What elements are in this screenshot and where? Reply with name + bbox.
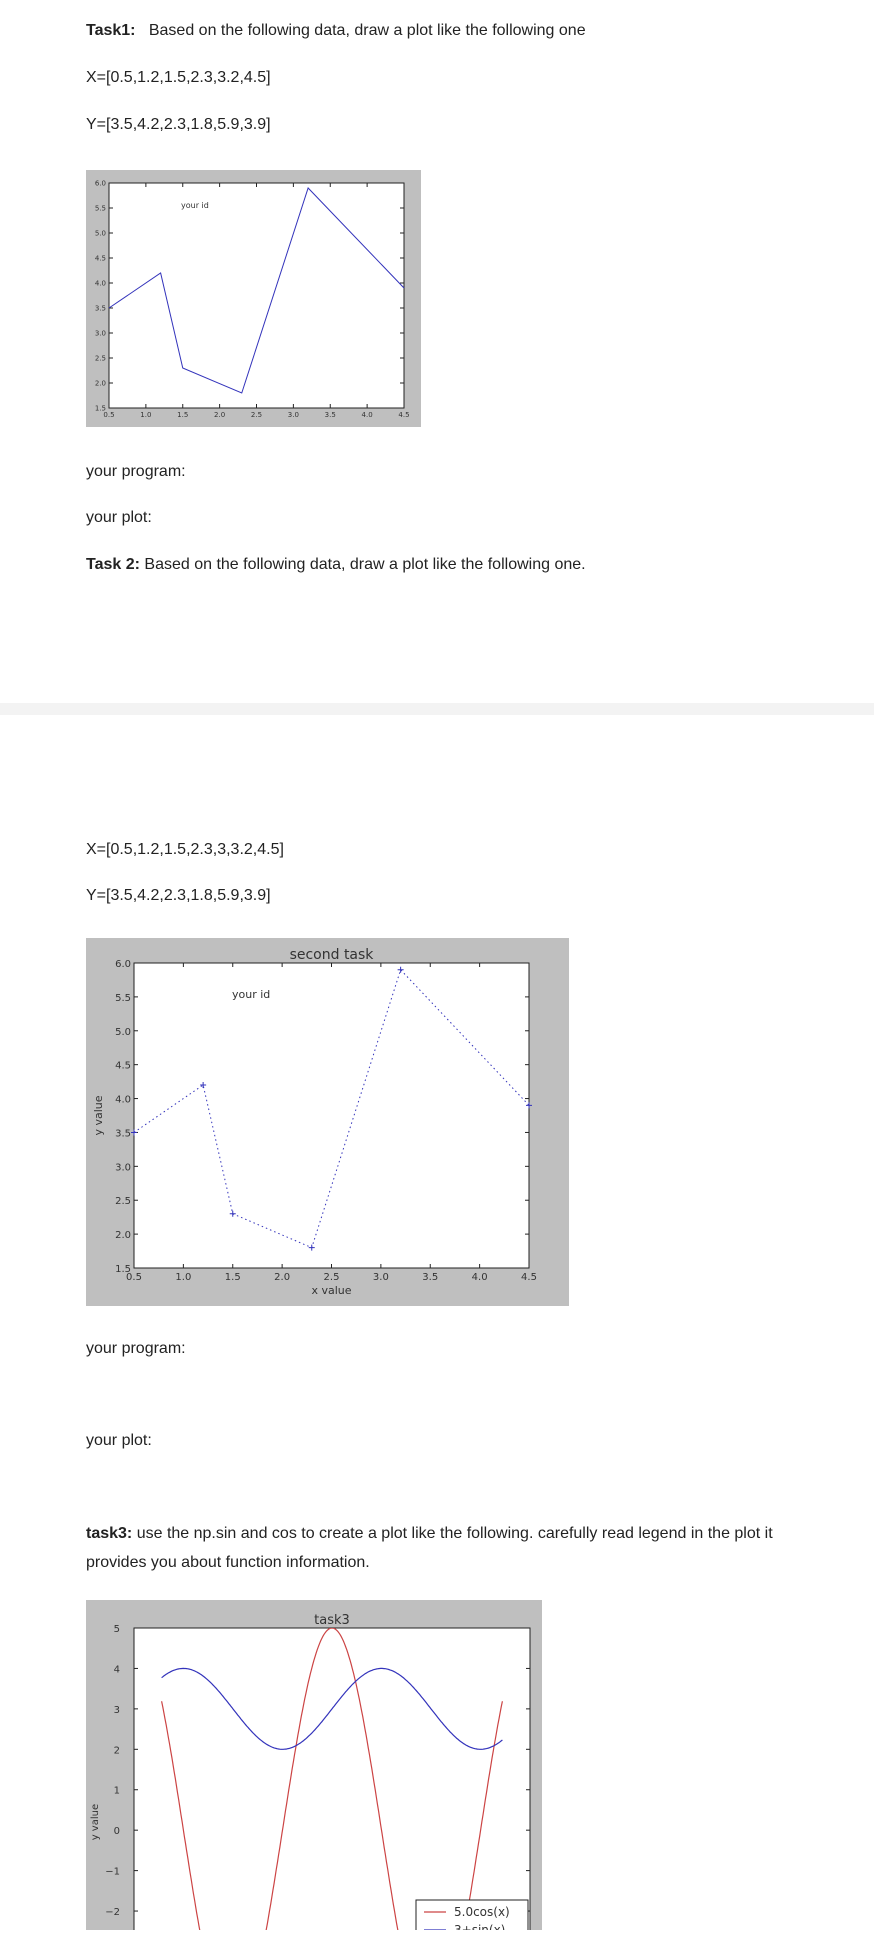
- x-tick-label: 4.0: [471, 1272, 488, 1283]
- y-tick-label: 5.5: [94, 204, 106, 213]
- x-tick-label: 3.5: [324, 411, 336, 419]
- y-axis-label: y value: [90, 1803, 101, 1841]
- task2-figure: [86, 938, 569, 1306]
- task2-heading-line: [86, 555, 586, 575]
- y-tick-label: 5.0: [115, 1026, 131, 1038]
- x-tick-label: 2.5: [250, 411, 263, 419]
- task1-heading-line: [86, 21, 586, 41]
- x-tick-label: 2.5: [323, 1272, 340, 1283]
- task2-plot-label: your plot:: [86, 1432, 152, 1449]
- task2-chart: [86, 938, 569, 1306]
- task1-program-label: your program:: [86, 463, 186, 480]
- x-tick-label: 3.0: [372, 1272, 389, 1283]
- task3-paragraph: [86, 1519, 786, 1577]
- y-tick-label: 6.0: [115, 959, 131, 970]
- task1-figure: [86, 170, 421, 427]
- task3-heading: task3:: [86, 1525, 133, 1542]
- plot-area: [109, 183, 404, 408]
- y-tick-label: 4.0: [115, 1094, 131, 1106]
- task1-x-data: X=[0.5,1.2,1.5,2.3,3.2,4.5]: [86, 69, 271, 86]
- y-tick-label: 2: [113, 1745, 120, 1757]
- y-tick-label: 3: [113, 1704, 120, 1716]
- x-tick-label: 2.0: [214, 411, 226, 419]
- y-tick-label: 3.5: [115, 1128, 131, 1140]
- x-tick-label: 3.5: [422, 1272, 439, 1283]
- chart-title: task3: [314, 1613, 350, 1628]
- annotation-text: your id: [181, 201, 209, 210]
- y-tick-label: 2.5: [115, 1196, 131, 1208]
- y-tick-label: 3.0: [115, 1162, 131, 1174]
- x-axis-label: x value: [311, 1284, 352, 1297]
- y-tick-label: 5: [113, 1624, 120, 1635]
- chart-title: second task: [289, 947, 374, 963]
- y-tick-label: 3.0: [94, 329, 106, 338]
- y-tick-label: 6.0: [94, 179, 106, 188]
- y-tick-label: 2.0: [94, 379, 106, 388]
- x-tick-label: 4.5: [398, 411, 410, 419]
- y-tick-label: 1: [113, 1785, 120, 1797]
- task2-heading: Task 2:: [86, 556, 140, 573]
- y-tick-label: 3.5: [94, 304, 106, 313]
- y-axis-label: y value: [92, 1095, 105, 1136]
- page-gap: [0, 703, 874, 715]
- annotation-text: your id: [232, 988, 271, 1001]
- y-tick-label: 1.5: [94, 404, 106, 413]
- task2-y-data: Y=[3.5,4.2,2.3,1.8,5.9,3.9]: [86, 887, 271, 904]
- task2-x-data: X=[0.5,1.2,1.5,2.3,3,3.2,4.5]: [86, 841, 284, 858]
- x-tick-label: 4.0: [361, 411, 373, 419]
- x-tick-label: 1.0: [140, 411, 152, 419]
- y-tick-label: 5.0: [94, 229, 106, 238]
- y-tick-label: 0: [113, 1826, 120, 1838]
- y-tick-label: 4.5: [94, 254, 106, 263]
- legend-label: 5.0cos(x): [454, 1905, 510, 1919]
- x-tick-label: 1.5: [224, 1272, 241, 1283]
- x-tick-label: 2.0: [274, 1272, 291, 1283]
- legend-label: 3+sin(x): [454, 1923, 506, 1930]
- y-tick-label: 2.0: [115, 1230, 131, 1242]
- y-tick-label: 4.0: [94, 279, 106, 288]
- task3-figure: [86, 1600, 542, 1930]
- task3-description: use the np.sin and cos to create a plot like the following. carefully read legend in the plot it provides you about function information.: [86, 1525, 773, 1571]
- plot-area: [134, 1628, 530, 1930]
- x-tick-label: 1.0: [175, 1272, 192, 1283]
- x-tick-label: 0.5: [103, 411, 115, 419]
- task2-description: Based on the following data, draw a plot like the following one.: [144, 556, 586, 573]
- y-tick-label: 4.5: [115, 1060, 131, 1072]
- y-tick-label: 1.5: [115, 1264, 131, 1275]
- x-tick-label: 4.5: [521, 1272, 537, 1283]
- y-tick-label: 5.5: [115, 992, 131, 1004]
- y-tick-label: 4: [113, 1664, 120, 1676]
- task1-description: Based on the following data, draw a plot like the following one: [148, 22, 586, 39]
- plot-area: [134, 963, 529, 1268]
- x-tick-label: 3.0: [287, 411, 299, 419]
- y-tick-label: −1: [105, 1866, 120, 1878]
- task1-plot-label: your plot:: [86, 509, 152, 526]
- x-tick-label: 1.5: [177, 411, 189, 419]
- y-tick-label: 2.5: [94, 354, 106, 363]
- task3-chart: [86, 1600, 542, 1930]
- y-tick-label: −2: [105, 1907, 120, 1919]
- x-tick-label: 0.5: [126, 1272, 142, 1283]
- task2-program-label: your program:: [86, 1340, 186, 1357]
- task1-heading: Task1:: [86, 22, 136, 39]
- task1-y-data: Y=[3.5,4.2,2.3,1.8,5.9,3.9]: [86, 116, 271, 133]
- task1-chart: [86, 170, 421, 427]
